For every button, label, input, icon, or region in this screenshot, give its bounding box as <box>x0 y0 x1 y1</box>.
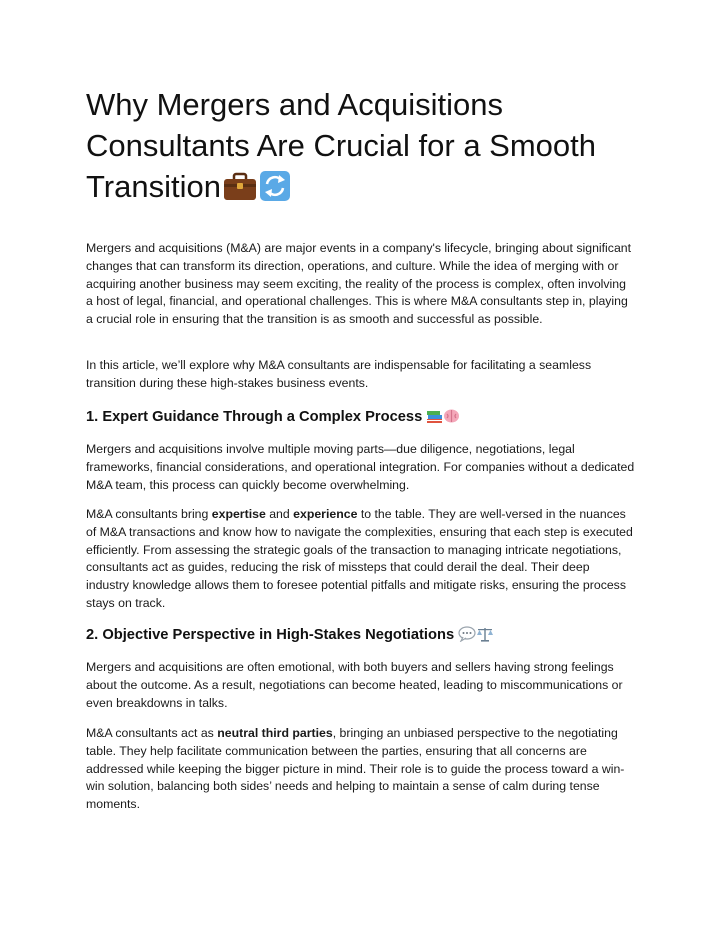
brain-icon <box>443 412 460 428</box>
text-run: , bringing an unbiased perspective to the negotiating table. They help facilitate communication between the parties, ensuring that all concerns are addressed while keeping the bigger picture in mind. Their role is to guide the process toward a win-win solution, balancing both sides’ needs and helping to maintain a sense of calm during tense moments. <box>86 726 625 812</box>
text-run: and <box>265 507 294 521</box>
briefcase-icon <box>223 170 257 211</box>
page-title-text: Why Mergers and Acquisitions Consultants Are Crucial for a Smooth Transition <box>86 87 597 204</box>
page-title <box>86 84 646 211</box>
bold-term: expertise <box>211 507 266 521</box>
arrows-cycle-icon <box>259 170 291 211</box>
section-2-paragraph-2 <box>86 725 636 814</box>
section-heading-2-text: 2. Objective Perspective in High-Stakes Negotiations <box>86 627 455 643</box>
bold-term: neutral third parties <box>217 726 333 740</box>
section-heading-1-text: 1. Expert Guidance Through a Complex Process <box>86 409 423 425</box>
bold-term: experience <box>293 507 358 521</box>
text-run: to the table. They are well-versed in the nuances of M&A transactions and know how to navigate the complexities, ensuring that each step is executed efficiently. From assessing the strategic goals of the transaction to managing intricate negotiations, consultants act as guides, reducing the risk of missteps that could derail the deal. Their deep industry knowledge allows them to foresee potential pitfalls and mitigate risks, ensuring the process stays on track. <box>86 507 633 610</box>
section-1-paragraph-1: Mergers and acquisitions involve multiple moving parts—due diligence, negotiations, legal frameworks, financial considerations, and operational integration. For companies without a dedicated M&A team, this process can quickly become overwhelming. <box>86 442 635 492</box>
section-heading-2 <box>86 625 494 648</box>
text-run: M&A consultants act as <box>86 726 218 740</box>
books-icon <box>426 412 443 428</box>
text-run: M&A consultants bring <box>86 507 212 521</box>
section-heading-1 <box>86 407 460 430</box>
intro-paragraph-1: Mergers and acquisitions (M&A) are major events in a company's lifecycle, bringing about significant changes that can transform its direction, operations, and culture. While the idea of merging with or acquiring another business may seem exciting, the reality of the process is complex, often involving a host of legal, financial, and operational challenges. This is where M&A consultants step in, playing a crucial role in ensuring that the transition is as smooth and successful as possible. <box>86 241 632 327</box>
balance-scale-icon <box>476 630 494 646</box>
section-2-paragraph-1: Mergers and acquisitions are often emotional, with both buyers and sellers having strong feelings about the outcome. As a result, negotiations can become heated, leading to miscommunications or even breakdowns in talks. <box>86 660 623 710</box>
speech-bubble-icon <box>458 630 476 646</box>
section-1-paragraph-2 <box>86 506 636 613</box>
intro-paragraph-2: In this article, we’ll explore why M&A consultants are indispensable for facilitating a seamless transition during these high-stakes business events. <box>86 358 592 390</box>
